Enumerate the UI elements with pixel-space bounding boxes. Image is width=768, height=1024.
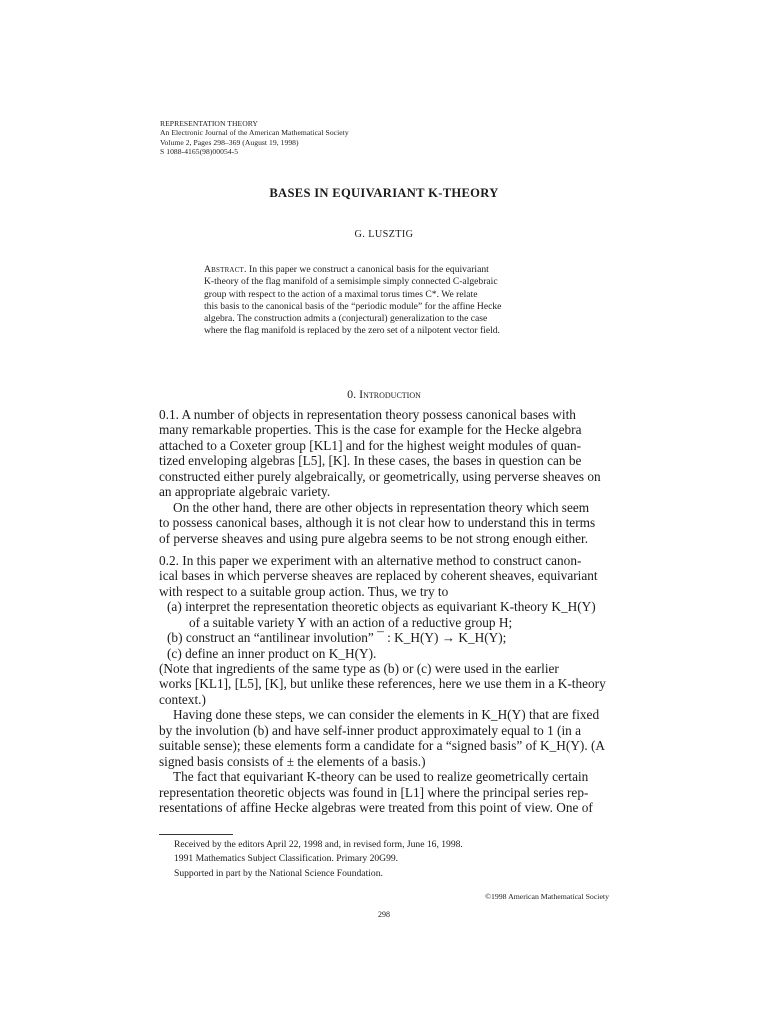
paragraph-line: to possess canonical bases, although it is not clear how to understand this in terms (159, 515, 596, 531)
paragraph-line: Having done these steps, we can consider the elements in K_H(Y) that are fixed (173, 707, 600, 723)
abstract-line: algebra. The construction admits a (conjectural) generalization to the case (204, 313, 488, 325)
page-number: 298 (378, 910, 390, 919)
paragraph-line: The fact that equivariant K-theory can be used to realize geometrically certain (173, 769, 589, 785)
paragraph-line: works [KL1], [L5], [K], but unlike these references, here we use them in a K-theory (159, 676, 606, 692)
paragraph-gap (159, 546, 611, 553)
journal-issn: S 1088-4165(98)00054-5 (160, 146, 239, 156)
list-item-b: (b) construct an “antilinear involution” ¯ : K_H(Y) → K_H(Y); (167, 630, 507, 646)
footnotes (174, 838, 463, 881)
paragraph-line: ical bases in which perverse sheaves are replaced by coherent sheaves, equivariant (159, 568, 598, 584)
paragraph-line: suitable sense); these elements form a candidate for a “signed basis” of K_H(Y). (A (159, 738, 606, 754)
paragraph-line: by the involution (b) and have self-inner product approximately equal to 1 (in a (159, 722, 582, 738)
abstract-line: this basis to the canonical basis of the “periodic module” for the affine Hecke (204, 300, 502, 312)
list-item-c: (c) define an inner product on K_H(Y). (167, 645, 377, 661)
list-item-a-continued: of a suitable variety Y with an action of a reductive group H; (189, 614, 513, 630)
abstract-label: Abstract. (204, 264, 247, 275)
abstract-line: Abstract. In this paper we construct a canonical basis for the equivariant (204, 264, 489, 275)
journal-name: REPRESENTATION THEORY (160, 119, 258, 128)
journal-publisher: An Electronic Journal of the American Mathematical Society (160, 128, 349, 138)
paragraph-line: 0.2. In this paper we experiment with an alternative method to construct canon- (159, 552, 582, 568)
abstract-line: group with respect to the action of a maximal torus times C*. We relate (204, 288, 478, 300)
abstract-line: K-theory of the flag manifold of a semisimple simply connected C-algebraic (204, 276, 498, 288)
footnote-rule (159, 834, 233, 835)
copyright-notice: ©1998 American Mathematical Society (485, 892, 609, 901)
paragraph-line: (Note that ingredients of the same type as (b) or (c) were used in the earlier (159, 661, 559, 676)
abstract-line: where the flag manifold is replaced by the zero set of a nilpotent vector field. (204, 325, 500, 337)
footnote-received: Received by the editors April 22, 1998 and, in revised form, June 16, 1998. (174, 839, 463, 850)
paragraph-line: signed basis consists of ± the elements of a basis.) (159, 753, 426, 769)
journal-header (160, 119, 349, 156)
paper-title: BASES IN EQUIVARIANT K-THEORY (269, 186, 499, 200)
section-title: 0. Introduction (347, 387, 421, 401)
list-item-a: (a) interpret the representation theoretic objects as equivariant K-theory K_H(Y) (167, 599, 596, 615)
paragraph-line: representation theoretic objects was found in [L1] where the principal series rep- (159, 784, 589, 800)
paragraph-line: constructed either purely algebraically, or geometrically, using perverse sheaves on (159, 468, 601, 484)
paragraph-line: many remarkable properties. This is the case for example for the Hecke algebra (159, 422, 582, 438)
paragraph-line: On the other hand, there are other objects in representation theory which seem (173, 499, 590, 515)
paragraph-line: resentations of affine Hecke algebras were treated from this point of view. One of (159, 799, 593, 815)
paragraph-line: attached to a Coxeter group [KL1] and for the highest weight modules of quan- (159, 437, 582, 453)
body-text (159, 407, 611, 815)
footnote-classification: 1991 Mathematics Subject Classification. Primary 20G99. (174, 853, 399, 865)
footnote-support: Supported in part by the National Science Foundation. (174, 867, 383, 879)
paragraph-line: an appropriate algebraic variety. (159, 484, 331, 500)
abstract (204, 264, 568, 338)
paragraph-line: with respect to a suitable group action. Thus, we try to (159, 583, 449, 599)
paragraph-line: of perverse sheaves and using pure algebra seems to be not strong enough either. (159, 530, 589, 546)
paper-author: G. LUSZTIG (354, 229, 414, 240)
paragraph-line: context.) (159, 691, 206, 707)
paragraph-line: 0.1. A number of objects in representation theory possess canonical bases with (159, 407, 576, 422)
paragraph-line: tized enveloping algebras [L5], [K]. In these cases, the bases in question can be (159, 453, 582, 469)
journal-volume: Volume 2, Pages 298–369 (August 19, 1998) (160, 137, 299, 147)
